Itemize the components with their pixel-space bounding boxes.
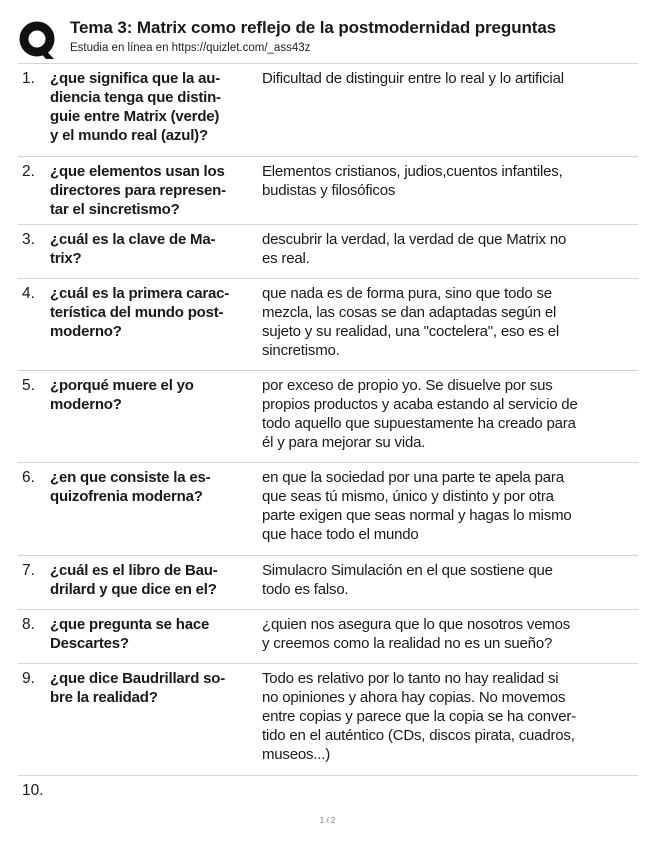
flashcard-row: [18, 63, 638, 156]
row-number: 8.: [22, 616, 35, 633]
flashcard-row: [18, 609, 638, 663]
row-number: 10.: [22, 782, 44, 799]
answer-text: [260, 776, 638, 809]
quizlet-logo-icon: [18, 20, 56, 60]
answer-text: Simulacro Simulación en el que sostiene que todo es falso.: [262, 562, 553, 598]
flashcard-row: [18, 278, 638, 370]
question-text: ¿porqué muere el yo moderno?: [50, 377, 194, 413]
question-text: ¿que dice Baudrillard so- bre la realidad?: [50, 670, 226, 706]
row-number: 1.: [22, 70, 35, 87]
flashcard-row: [18, 224, 638, 278]
flashcard-list: [18, 63, 638, 809]
flashcard-row: [18, 663, 638, 775]
flashcard-row: [18, 370, 638, 462]
row-number: 2.: [22, 163, 35, 180]
row-number: 4.: [22, 285, 35, 302]
question-text: ¿cuál es la clave de Ma- trix?: [50, 231, 216, 267]
question-text: [50, 776, 260, 809]
question-text: ¿que pregunta se hace Descartes?: [50, 616, 210, 652]
answer-text: Elementos cristianos, judios,cuentos infantiles, budistas y filosóficos: [262, 163, 563, 199]
flashcard-row: [18, 775, 638, 809]
answer-text: ¿quien nos asegura que lo que nosotros vemos y creemos como la realidad no es un sueño?: [262, 616, 571, 652]
row-number: 9.: [22, 670, 35, 687]
page-subtitle: Estudia en línea en https://quizlet.com/_ass43z: [70, 42, 311, 54]
flashcard-row: [18, 156, 638, 224]
answer-text: Dificultad de distinguir entre lo real y lo artificial: [262, 70, 564, 87]
answer-text: por exceso de propio yo. Se disuelve por sus propios productos y acaba estando al servicio de todo aquello que supuestamente ha creado para él y para mejorar su vida.: [262, 377, 578, 451]
answer-text: Todo es relativo por lo tanto no hay realidad si no opiniones y ahora hay copias. No movemos entre copias y parece que la copia se ha conver- tido en el auténtico (CDs, discos pirata, cuadros, museos...): [262, 670, 576, 763]
page-title: Tema 3: Matrix como reflejo de la postmodernidad preguntas: [70, 18, 557, 37]
question-text: ¿cuál es la primera carac- terística del mundo post- moderno?: [50, 285, 230, 340]
page-header: [18, 14, 638, 60]
question-text: ¿que significa que la au- diencia tenga que distin- guie entre Matrix (verde) y el mundo real (azul)?: [50, 70, 221, 144]
question-text: ¿cuál es el libro de Bau- drilard y que dice en el?: [50, 562, 218, 598]
answer-text: en que la sociedad por una parte te apela para que seas tú mismo, único y distinto y por otra parte exigen que seas normal y hagas lo mismo que hace todo el mundo: [262, 469, 572, 543]
answer-text: que nada es de forma pura, sino que todo se mezcla, las cosas se dan adaptadas según el sujeto y su realidad, una "coctelera", eso es el sincretismo.: [262, 285, 560, 359]
answer-text: descubrir la verdad, la verdad de que Matrix no es real.: [262, 231, 567, 267]
row-number: 6.: [22, 469, 35, 486]
row-number: 7.: [22, 562, 35, 579]
page-number: 1 / 2: [319, 816, 336, 825]
row-number: 3.: [22, 231, 35, 248]
row-number: 5.: [22, 377, 35, 394]
flashcard-row: [18, 462, 638, 555]
question-text: ¿en que consiste la es- quizofrenia moderna?: [50, 469, 211, 505]
flashcard-row: [18, 555, 638, 609]
question-text: ¿que elementos usan los directores para represen- tar el sincretismo?: [50, 163, 226, 218]
